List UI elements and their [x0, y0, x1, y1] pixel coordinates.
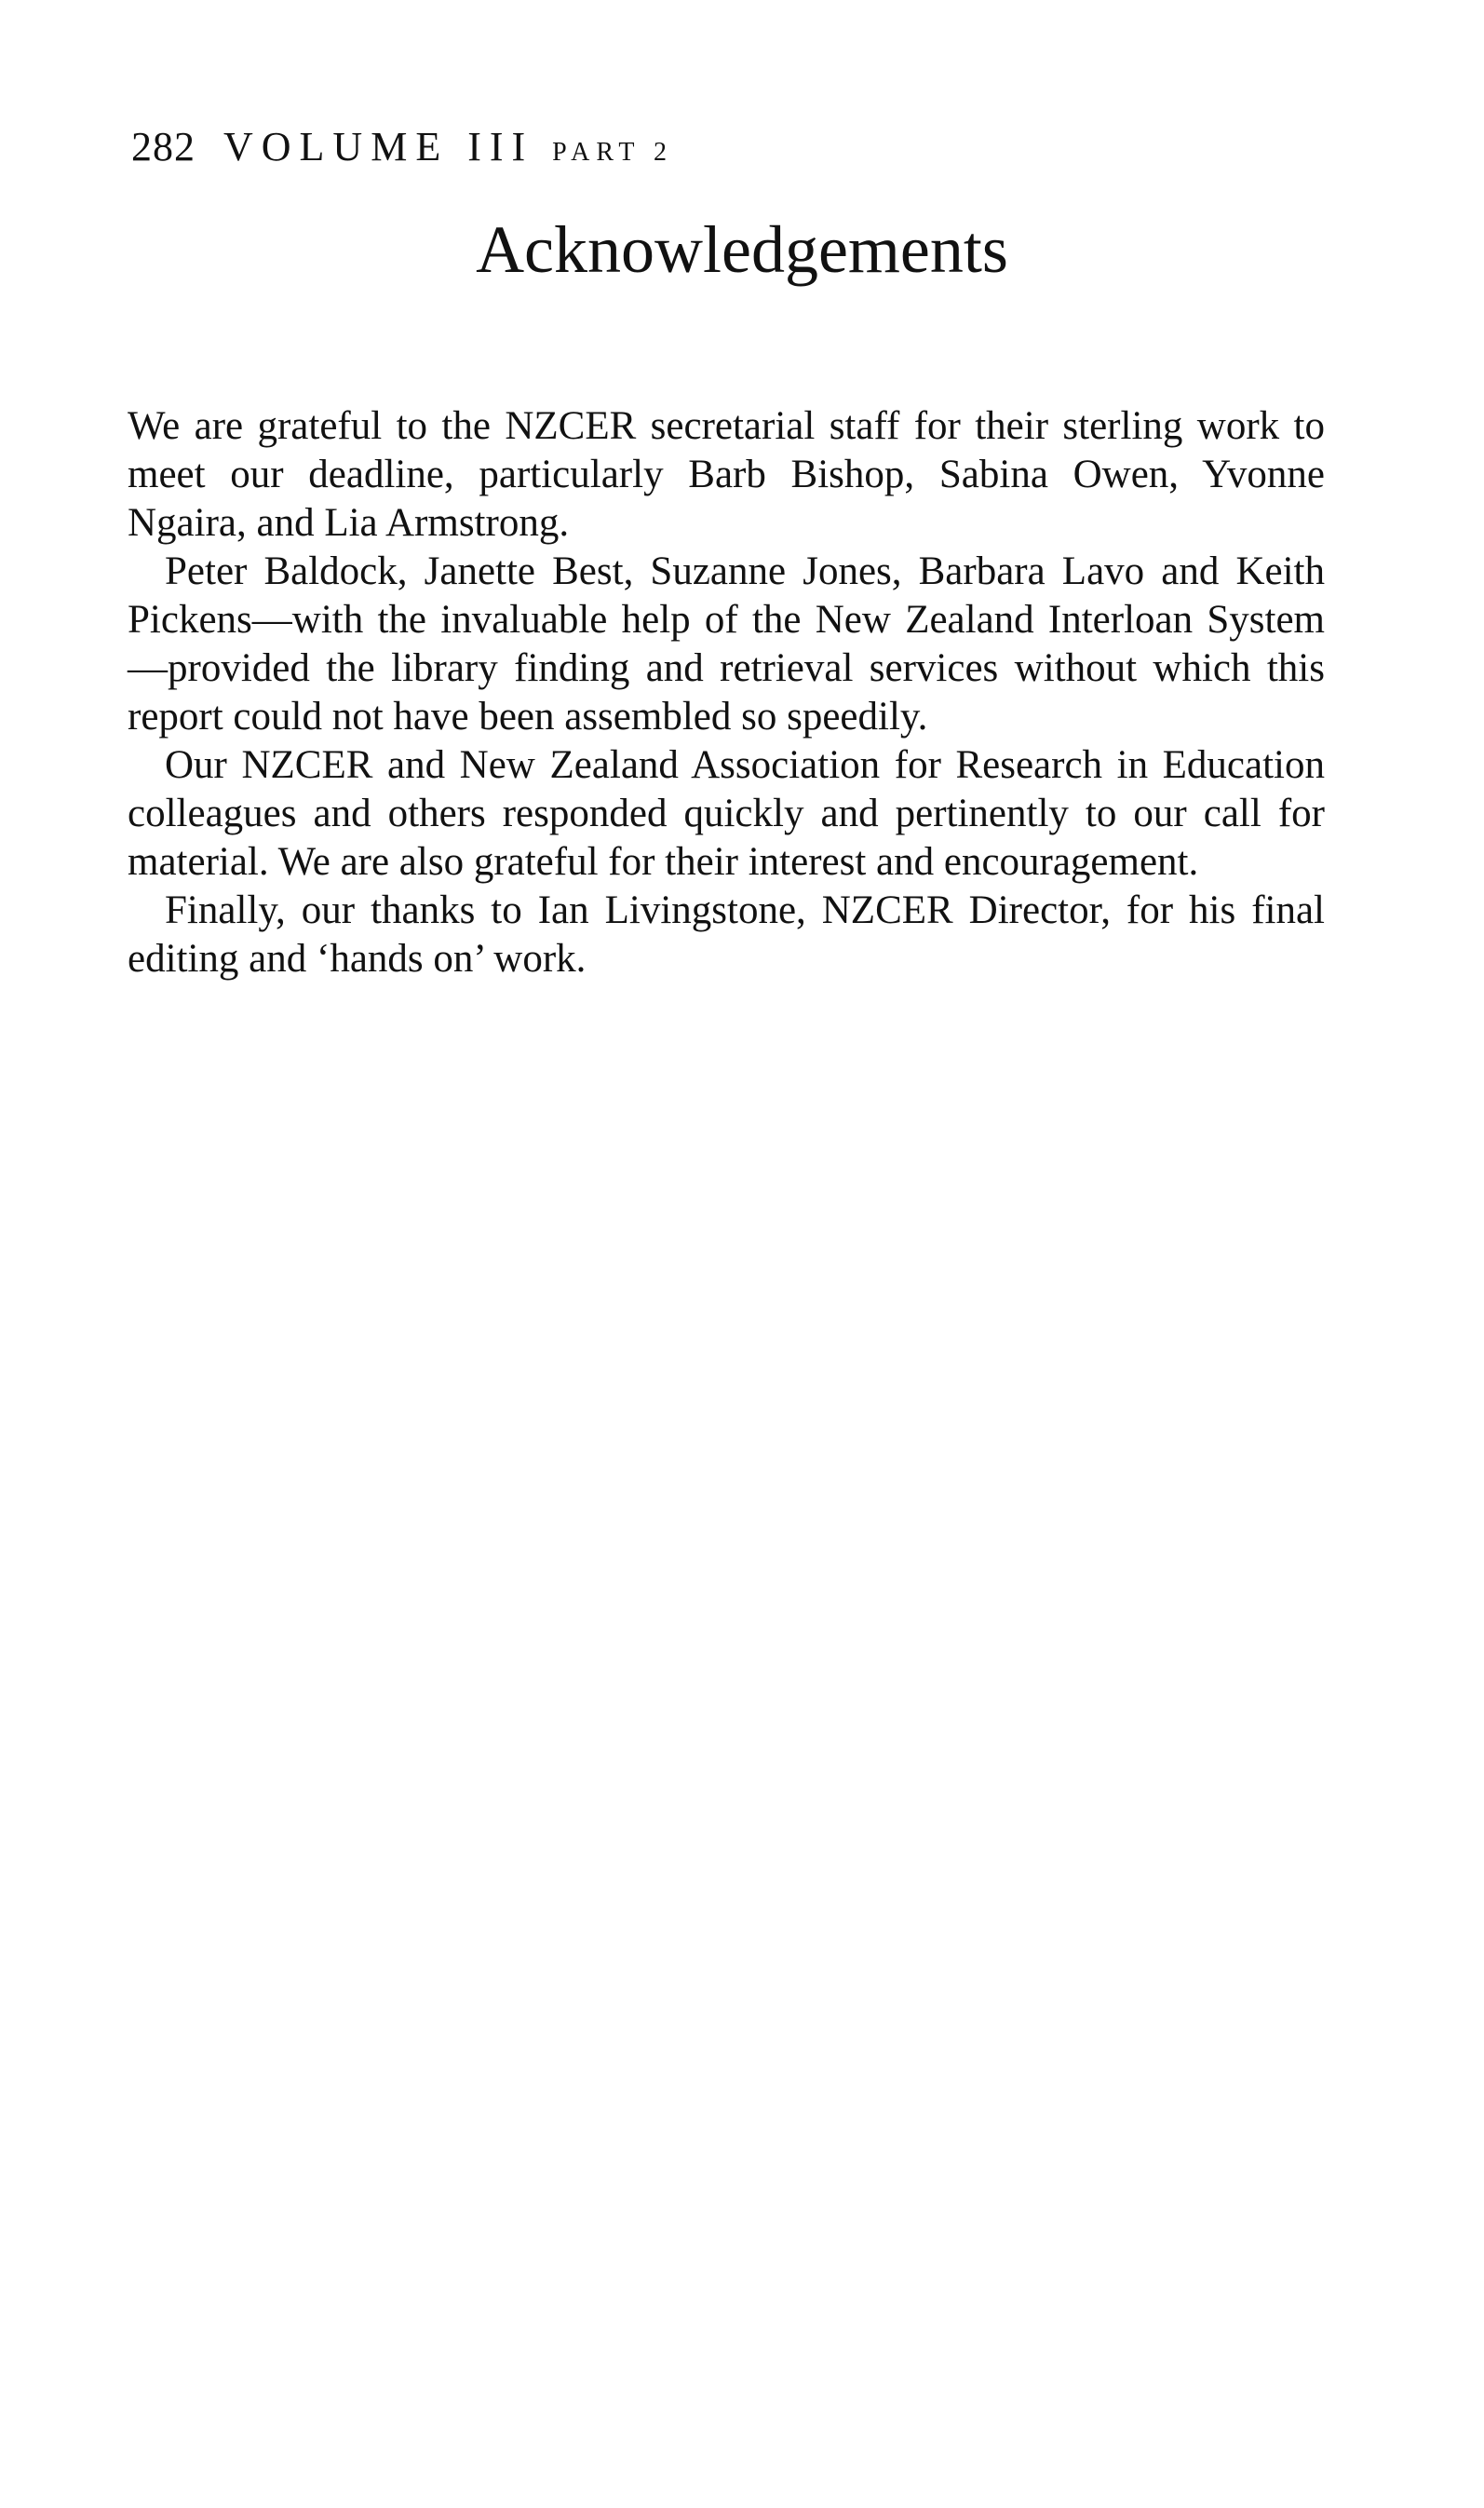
paragraph: We are grateful to the NZCER secretarial staff for their sterling work to meet our deadline, particularly Barb Bishop, Sabina Owen, Yvonne Ngaira, and Lia Armstrong.: [128, 404, 1325, 545]
part-label: PART 2: [552, 138, 673, 167]
paragraph: Finally, our thanks to Ian Livingstone, NZCER Director, for his final editing and ‘hands on’ work.: [128, 888, 1325, 981]
page-title: Acknowledgements: [476, 212, 1008, 287]
volume-label: VOLUME III: [223, 124, 534, 169]
page-number: 282: [131, 124, 196, 169]
paragraph: Our NZCER and New Zealand Association for Research in Education colleagues and others responded quickly and pertinently to our call for material. We are also grateful for their interest and encouragement.: [128, 743, 1325, 884]
running-head: [131, 119, 673, 181]
paragraph: Peter Baldock, Janette Best, Suzanne Jones, Barbara Lavo and Keith Pickens—with the invaluable help of the New Zealand Interloan System—provided the library finding and retrieval services without which this report could not have been assembled so speedily.: [128, 549, 1325, 739]
body-text: [128, 402, 1325, 983]
